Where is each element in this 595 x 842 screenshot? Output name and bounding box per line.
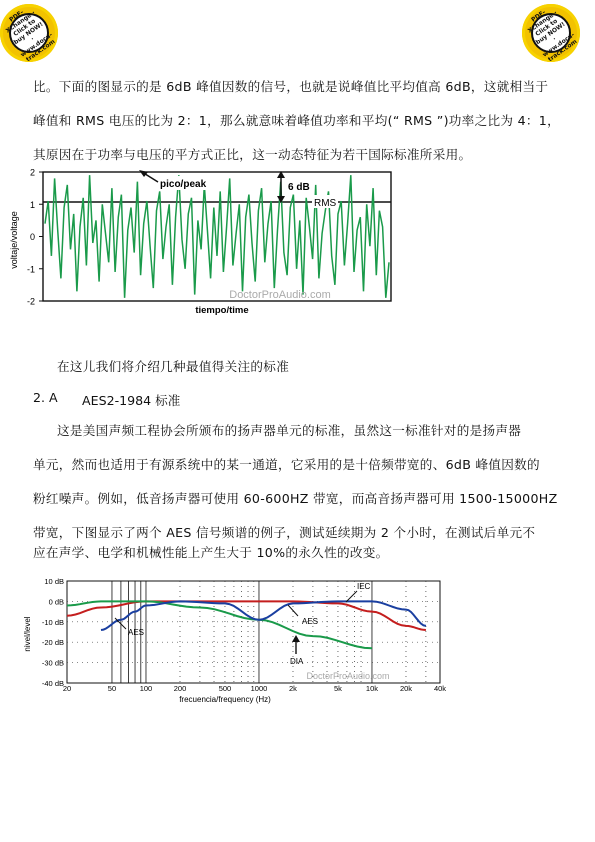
body-line-4: 带宽，下图显示了两个 AES 信号频谱的例子，测试延续期为 2 个小时，在测试后单元不 — [33, 525, 536, 540]
peak-arrowhead-icon — [139, 170, 148, 177]
chart1-plot-border — [43, 172, 391, 301]
chart2-y-tick-label: -10 dB — [41, 617, 64, 627]
chart2-x-tick-label: 5k — [333, 684, 342, 693]
chart1-y-tick-label: 0 — [29, 232, 35, 242]
waveform-chart — [0, 160, 400, 320]
chart2-y-tick-label: 10 dB — [44, 577, 64, 586]
spectrum-chart — [0, 572, 460, 712]
chart2-x-tick-label: 50 — [107, 684, 117, 693]
body-line-1: 这是美国声频工程协会所颁布的扬声器单元的标准，虽然这一标准针对的是扬声器 — [57, 423, 522, 438]
section-title: AES2-1984 标准 — [82, 393, 181, 408]
six-db-annotation: 6 dB — [288, 182, 310, 193]
chart1-y-tick-label: 1 — [29, 199, 35, 210]
intro-line-2: 峰值和 RMS 电压的比为 2：1，那么就意味着峰值功率和平均(“ RMS ”)功率之比为 4：1， — [33, 113, 560, 128]
chart2-x-tick-label: 200 — [173, 684, 187, 693]
chart1-y-tick-label: -1 — [26, 264, 35, 275]
chart2-x-tick-label: 10k — [365, 684, 379, 693]
chart2-x-tick-label: 40k — [433, 684, 447, 693]
body-line-3: 粉红噪声。例如，低音扬声器可使用 60-600HZ 带宽，而高音扬声器可用 1500-15000HZ — [33, 491, 558, 506]
peak-annotation: pico/peak — [160, 179, 207, 190]
badge-text: PDF-XChange · Click to buy NOW! · www.docu-track.com — [4, 8, 57, 63]
noise-signal-line — [45, 175, 389, 298]
chart1-watermark: DoctorProAudio.com — [229, 289, 331, 301]
chart2-x-tick-label: 2k — [289, 684, 297, 693]
chart1-y-tick-label: 2 — [29, 167, 35, 178]
body-line-2: 单元，然而也适用于有源系统中的某一通道，它采用的是十倍频带宽的、6dB 峰值因数的 — [33, 457, 540, 472]
iec-arrow-icon — [346, 591, 357, 602]
intro-line-3: 其原因在于功率与电压的平方式正比，这一动态特征为若干国际标准所采用。 — [33, 147, 472, 162]
chart2-watermark: DoctorProAudio.com — [306, 671, 390, 681]
chart1-y-axis-label: voltaje/voltage — [9, 211, 19, 269]
chart2-y-tick-label: -40 dB — [41, 679, 64, 688]
chart2-y-tick-label: -30 dB — [41, 658, 64, 668]
chart2-y-axis-label: nivel/level — [23, 616, 32, 652]
chart2-x-tick-label: 1000 — [250, 684, 268, 693]
chart2-x-tick-label: 20 — [62, 684, 72, 693]
pdfxchange-badge-left[interactable] — [0, 4, 58, 62]
chart1-x-axis-label: tiempo/time — [195, 305, 249, 316]
chart2-x-axis-label: frecuencia/frequency (Hz) — [179, 695, 271, 704]
section-number: 2. A — [33, 390, 58, 405]
chart2-x-tick-label: 100 — [139, 684, 153, 693]
badge-text: PDF-XChange · Click to buy NOW! · www.docu-track.com — [526, 8, 579, 63]
pdfxchange-badge-right[interactable] — [522, 4, 580, 62]
dia-curve — [67, 601, 372, 648]
iec-label: IEC — [357, 582, 371, 591]
intro-to-standards: 在这儿我们将介绍几种最值得关注的标准 — [57, 359, 290, 374]
chart2-y-tick-label: -20 dB — [41, 638, 64, 648]
chart2-x-tick-label: 500 — [218, 684, 232, 693]
dia-label: DIA — [290, 657, 304, 666]
chart2-x-tick-label: 20k — [399, 684, 413, 693]
chart1-y-tick-label: -2 — [26, 296, 35, 307]
chart2-y-tick-label: 0 dB — [48, 597, 64, 607]
aes-label-left: AES — [128, 628, 145, 637]
intro-line-1: 比。下面的图显示的是 6dB 峰值因数的信号，也就是说峰值比平均值高 6dB，这就相当于 — [33, 79, 549, 94]
rms-annotation: RMS — [314, 198, 337, 209]
body-line-5: 应在声学、电学和机械性能上产生大于 10%的永久性的改变。 — [33, 545, 389, 560]
aes-label-right: AES — [302, 617, 319, 626]
aes-curve — [101, 601, 426, 630]
